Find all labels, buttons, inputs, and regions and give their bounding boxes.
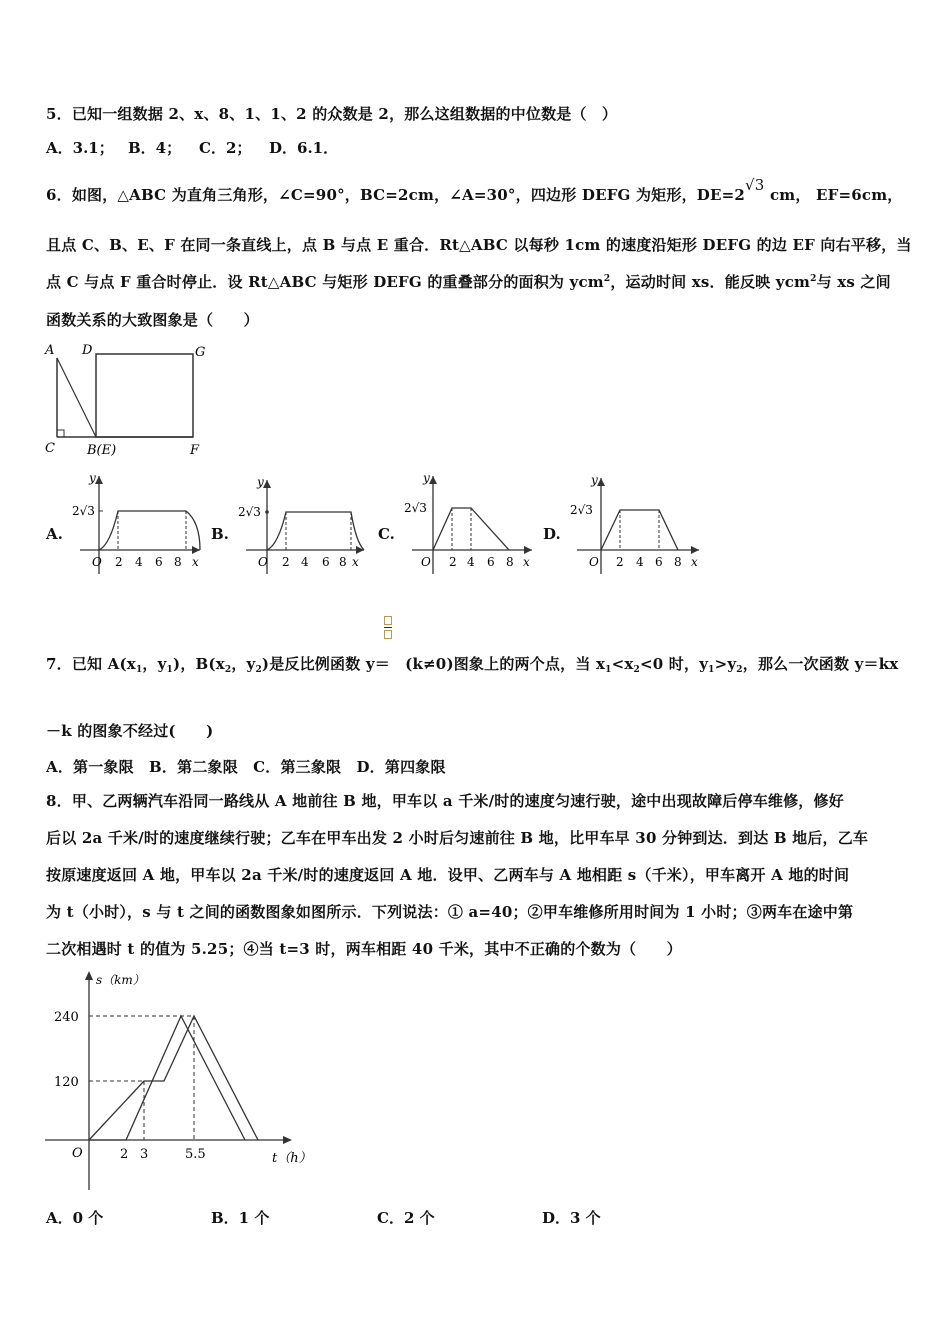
q8-option-a: A．0 个 — [46, 1209, 104, 1227]
t: >y — [714, 655, 737, 673]
superscript: 2 — [810, 274, 817, 284]
q5-option-d: D．6.1． — [269, 139, 339, 157]
q8-line5: 二次相遇时 t 的值为 5.25；④当 t=3 时，两车相距 40 千米，其中不正确的个数为（ ） — [46, 940, 682, 958]
q6-line3-a: 点 C 与点 F 重合时停止．设 Rt△ABC 与矩形 DEFG 的重叠部分的面积为 ycm — [46, 273, 604, 291]
sqrt3: √3 — [745, 176, 765, 194]
t: <0 时，y — [639, 655, 709, 673]
t: )是反比例函数 y＝ (k≠0)图象上的两个点，当 x — [261, 655, 606, 673]
q8-option-b: B．1 个 — [211, 1209, 270, 1227]
origin-label: O — [92, 555, 102, 569]
q6-option-d-graph — [569, 470, 703, 578]
q6-option-a-graph — [72, 470, 204, 578]
y-axis-label: y — [89, 471, 96, 485]
label-f: F — [190, 443, 200, 458]
q6-line4: 函数关系的大致图象是（ ） — [46, 311, 259, 329]
x-tick: 2 — [115, 555, 123, 569]
t: <x — [611, 655, 634, 673]
superscript: 2 — [603, 274, 611, 284]
x-tick: 4 — [135, 555, 143, 569]
q8-line4: 为 t（小时），s 与 t 之间的函数图象如图所示．下列说法：① a=40；②甲车维修所用时间为 1 小时；③两车在途中第 — [46, 903, 854, 921]
x-tick: 4 — [467, 555, 475, 569]
label-c: C — [45, 441, 55, 456]
sub: 1 — [605, 665, 612, 675]
q6-line2: 且点 C、B、E、F 在同一条直线上，点 B 与点 E 重合．Rt△ABC 以每秒 1cm 的速度沿矩形 DEFG 的边 EF 向右平移，当 — [46, 236, 912, 254]
x-tick: 2 — [282, 555, 290, 569]
t: ，y — [231, 655, 256, 673]
y-tick-2sqrt3: 2√3 — [570, 503, 593, 517]
y-axis-label: y — [591, 473, 598, 487]
sub: 2 — [255, 665, 262, 675]
q7-options: A．第一象限 B．第二象限 C．第三象限 D．第四象限 — [46, 758, 446, 776]
q8-distance-time-graph — [40, 965, 330, 1195]
x-tick-3: 3 — [140, 1147, 149, 1162]
q8-option-c: C．2 个 — [377, 1209, 435, 1227]
q8-line3: 按原速度返回 A 地，甲车以 2a 千米/时的速度返回 A 地．设甲、乙两车与 A 地相距 s（千米），甲车离开 A 地的时间 — [46, 866, 850, 884]
y-tick-2sqrt3: 2√3 — [72, 504, 95, 518]
q8-line2: 后以 2a 千米/时的速度继续行驶；乙车在甲车出发 2 小时后匀速前往 B 地，比甲车早 30 分钟到达．到达 B 地后，乙车 — [46, 829, 869, 847]
y-tick-2sqrt3: 2√3 — [404, 501, 427, 515]
q5-stem: 5．已知一组数据 2、x、8、1、1、2 的众数是 2，那么这组数据的中位数是（ ） — [46, 105, 618, 123]
y-axis-label: y — [423, 471, 430, 485]
sub: 2 — [736, 665, 743, 675]
t: )，B(x — [173, 655, 225, 673]
x-tick: 8 — [674, 555, 682, 569]
q6-line1 — [46, 176, 903, 205]
x-tick: 4 — [301, 555, 309, 569]
t: ，那么一次函数 y＝kx — [742, 655, 899, 673]
q5-option-c: C．2； — [199, 139, 252, 157]
y-tick-2sqrt3: 2√3 — [238, 505, 261, 519]
label-a: A — [45, 343, 55, 358]
origin-label: O — [589, 555, 599, 569]
sub: 1 — [166, 665, 174, 675]
origin-label: O — [421, 555, 431, 569]
q6-option-c-label: C. — [378, 525, 395, 543]
q8-line1: 8．甲、乙两辆汽车沿同一路线从 A 地前往 B 地，甲车以 a 千米/时的速度匀速行驶，途中出现故障后停车维修，修好 — [46, 792, 844, 810]
q6-option-d-label: D. — [543, 525, 561, 543]
q6-option-a-label: A. — [46, 525, 63, 543]
x-tick: 6 — [487, 555, 495, 569]
origin-label: O — [72, 1146, 83, 1161]
q6-option-c-graph — [404, 470, 536, 578]
x-axis-label: x — [523, 555, 530, 569]
y-tick-240: 240 — [54, 1010, 79, 1025]
x-axis-label: t（h） — [272, 1151, 312, 1166]
x-axis-label: x — [352, 555, 359, 569]
x-tick: 8 — [174, 555, 182, 569]
q6-line1-tail: cm， EF=6cm， — [764, 186, 903, 204]
q6-line3-b: ，运动时间 xs．能反映 ycm — [610, 273, 811, 291]
label-g: G — [195, 345, 206, 360]
x-tick: 6 — [155, 555, 163, 569]
x-tick: 6 — [322, 555, 330, 569]
q7-line2: －k 的图象不经过( ) — [46, 722, 214, 740]
y-axis-label: y — [257, 475, 264, 489]
x-axis-label: x — [691, 555, 698, 569]
t: 7．已知 A(x — [46, 655, 136, 673]
fraction-k-over-x-placeholder — [384, 616, 392, 639]
q6-option-b-label: B. — [211, 525, 229, 543]
sub: 2 — [633, 665, 640, 675]
y-axis-label: s（km） — [96, 973, 145, 987]
label-d: D — [82, 343, 93, 358]
q6-line3-c: 与 xs 之间 — [816, 273, 891, 291]
q6-line3 — [46, 271, 891, 292]
t: ，y — [142, 655, 167, 673]
x-tick: 8 — [506, 555, 514, 569]
x-tick: 2 — [616, 555, 624, 569]
q8-option-d: D．3 个 — [542, 1209, 601, 1227]
x-tick: 6 — [655, 555, 663, 569]
sub: 2 — [224, 665, 232, 675]
q6-figure-triangle-rectangle — [40, 338, 220, 463]
x-axis-label: x — [192, 555, 199, 569]
q5-option-b: B．4； — [128, 139, 182, 157]
origin-label: O — [258, 555, 268, 569]
x-tick: 8 — [339, 555, 347, 569]
label-b-e: B(E) — [87, 443, 117, 458]
x-tick-2: 2 — [120, 1147, 129, 1162]
y-tick-120: 120 — [54, 1075, 79, 1090]
x-tick: 4 — [636, 555, 644, 569]
x-tick-5.5: 5.5 — [185, 1147, 206, 1162]
sub: 1 — [135, 665, 143, 675]
q6-option-b-graph — [238, 470, 368, 578]
q7-line1 — [46, 653, 898, 675]
sub: 1 — [708, 665, 715, 675]
x-tick: 2 — [449, 555, 457, 569]
q5-option-a: A．3.1； — [46, 139, 114, 157]
q6-line1-text: 6．如图，△ABC 为直角三角形，∠C=90°，BC=2cm，∠A=30°，四边形 DEFG 为矩形，DE=2 — [46, 186, 746, 204]
